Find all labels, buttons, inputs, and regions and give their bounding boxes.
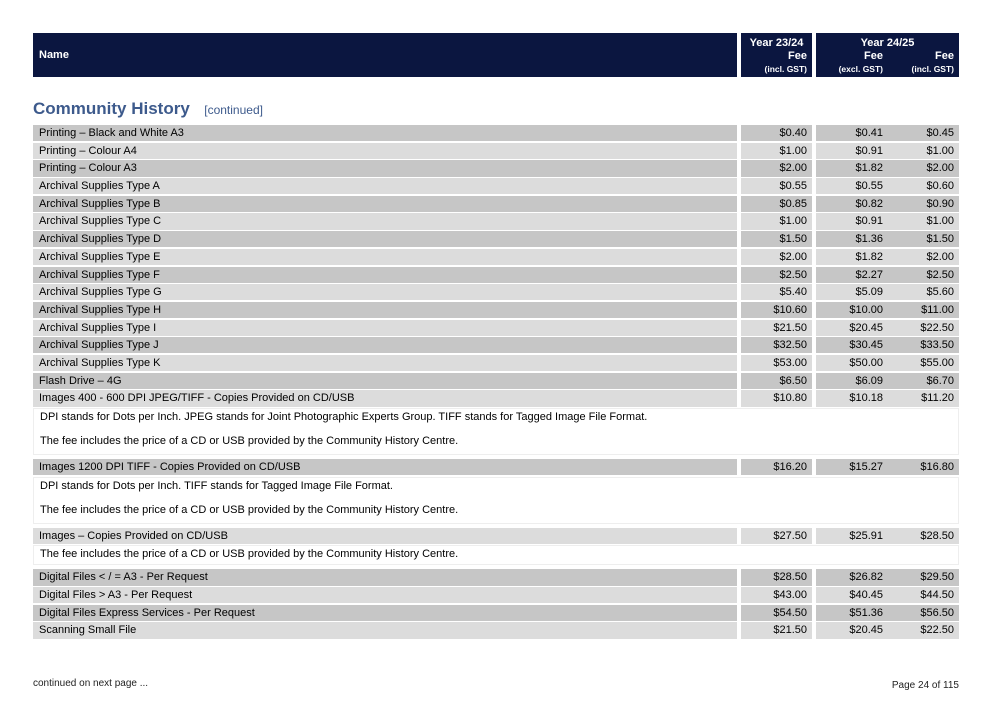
row-name: Digital Files Express Services - Per Request bbox=[33, 605, 737, 621]
note-line: DPI stands for Dots per Inch. TIFF stands for Tagged Image File Format. bbox=[40, 479, 393, 492]
table-row bbox=[33, 284, 959, 302]
row-fee-2324: $28.50 bbox=[741, 569, 812, 585]
row-fee-incl: $56.50 bbox=[920, 606, 954, 619]
row-fee-excl: $40.45 bbox=[849, 589, 883, 602]
row-fee-2324: $0.40 bbox=[741, 125, 812, 141]
table-row bbox=[33, 125, 959, 143]
header-year2-cell bbox=[816, 33, 959, 77]
row-fee-excl: $0.91 bbox=[855, 144, 883, 157]
row-name: Archival Supplies Type F bbox=[33, 267, 737, 283]
row-fee-2425 bbox=[816, 249, 959, 265]
row-fee-excl: $0.41 bbox=[855, 127, 883, 139]
row-fee-incl: $0.90 bbox=[926, 197, 954, 210]
table-header bbox=[33, 33, 959, 77]
row-fee-2425 bbox=[816, 622, 959, 638]
row-fee-incl: $0.60 bbox=[926, 180, 954, 193]
table-row bbox=[33, 337, 959, 355]
header-year1-fee: Fee bbox=[788, 50, 807, 62]
note-images-copies bbox=[33, 545, 959, 565]
header-year2-gst-excl: (excl. GST) bbox=[838, 64, 883, 74]
table-row bbox=[33, 355, 959, 373]
row-fee-2425 bbox=[816, 284, 959, 300]
row-name: Printing – Colour A4 bbox=[33, 143, 737, 159]
row-fee-incl: $44.50 bbox=[920, 589, 954, 602]
row-fee-incl: $5.60 bbox=[926, 286, 954, 299]
row-fee-incl: $6.70 bbox=[926, 374, 954, 387]
row-fee-excl: $1.36 bbox=[855, 233, 883, 246]
row-fee-incl: $2.50 bbox=[926, 268, 954, 281]
row-fee-2324: $21.50 bbox=[741, 320, 812, 336]
section-heading bbox=[33, 99, 263, 119]
row-fee-2324: $1.00 bbox=[741, 213, 812, 229]
row-name: Archival Supplies Type G bbox=[33, 284, 737, 300]
row-fee-2425 bbox=[816, 143, 959, 159]
row-fee-2324: $53.00 bbox=[741, 355, 812, 371]
table-row bbox=[33, 569, 959, 587]
table-row bbox=[33, 302, 959, 320]
row-fee-2425 bbox=[816, 196, 959, 212]
row-fee-incl: $28.50 bbox=[920, 529, 954, 542]
row-fee-excl: $1.82 bbox=[855, 250, 883, 263]
row-fee-2425 bbox=[816, 125, 959, 141]
row-name: Archival Supplies Type C bbox=[33, 213, 737, 229]
table-row bbox=[33, 160, 959, 178]
row-fee-2425 bbox=[816, 373, 959, 389]
row-name: Archival Supplies Type I bbox=[33, 320, 737, 336]
footer-continued: continued on next page ... bbox=[33, 678, 149, 689]
row-fee-excl: $30.45 bbox=[849, 339, 883, 352]
row-fee-2425 bbox=[816, 160, 959, 176]
row-fee-2425 bbox=[816, 213, 959, 229]
row-name: Archival Supplies Type J bbox=[33, 337, 737, 353]
fee-table bbox=[33, 125, 959, 640]
table-row bbox=[33, 587, 959, 605]
table-row bbox=[33, 605, 959, 623]
note-images-400-600 bbox=[33, 408, 959, 455]
row-fee-2425 bbox=[816, 320, 959, 336]
row-name: Archival Supplies Type A bbox=[33, 178, 737, 194]
section-title: Community History bbox=[33, 99, 190, 118]
row-name: Printing – Colour A3 bbox=[33, 160, 737, 176]
row-fee-incl: $16.80 bbox=[920, 461, 954, 473]
row-fee-2425 bbox=[816, 459, 959, 475]
table-row bbox=[33, 320, 959, 338]
row-fee-excl: $0.91 bbox=[855, 215, 883, 228]
header-name-cell bbox=[33, 33, 737, 77]
row-fee-incl: $33.50 bbox=[920, 339, 954, 352]
note-line: The fee includes the price of a CD or USB provided by the Community History Centre. bbox=[40, 548, 459, 561]
row-fee-excl: $0.82 bbox=[855, 197, 883, 210]
row-fee-excl: $10.18 bbox=[849, 392, 883, 405]
row-fee-excl: $5.09 bbox=[855, 286, 883, 299]
row-fee-2425 bbox=[816, 267, 959, 283]
table-row bbox=[33, 459, 959, 477]
row-fee-excl: $6.09 bbox=[855, 374, 883, 387]
row-fee-incl: $11.00 bbox=[921, 303, 954, 316]
row-fee-excl: $20.45 bbox=[849, 321, 883, 334]
header-name-label: Name bbox=[39, 49, 69, 61]
row-fee-2324: $0.85 bbox=[741, 196, 812, 212]
row-name: Digital Files > A3 - Per Request bbox=[33, 587, 737, 603]
row-fee-2425 bbox=[816, 569, 959, 585]
row-fee-excl: $2.27 bbox=[855, 268, 883, 281]
header-year2-fee-excl: Fee bbox=[864, 50, 883, 62]
table-row bbox=[33, 249, 959, 267]
note-line: DPI stands for Dots per Inch. JPEG stands for Joint Photographic Experts Group. TIFF stands for Tagged Image File Format. bbox=[40, 411, 648, 423]
row-name: Archival Supplies Type E bbox=[33, 249, 737, 265]
row-fee-2425 bbox=[816, 337, 959, 353]
table-row bbox=[33, 267, 959, 285]
row-fee-2425 bbox=[816, 355, 959, 371]
table-row bbox=[33, 196, 959, 214]
table-row bbox=[33, 390, 959, 408]
table-row bbox=[33, 622, 959, 640]
row-fee-2324: $16.20 bbox=[741, 459, 812, 475]
row-fee-excl: $25.91 bbox=[849, 529, 883, 542]
header-year1-cell bbox=[741, 33, 812, 77]
row-fee-excl: $15.27 bbox=[849, 461, 883, 473]
row-fee-2324: $2.00 bbox=[741, 249, 812, 265]
note-line: The fee includes the price of a CD or USB provided by the Community History Centre. bbox=[40, 435, 459, 447]
row-fee-incl: $1.00 bbox=[926, 144, 954, 157]
row-fee-2425 bbox=[816, 605, 959, 621]
row-fee-incl: $1.50 bbox=[926, 233, 954, 246]
row-fee-excl: $0.55 bbox=[855, 180, 883, 193]
row-name: Images 1200 DPI TIFF - Copies Provided on CD/USB bbox=[33, 459, 737, 475]
row-fee-excl: $51.36 bbox=[849, 606, 883, 619]
table-row bbox=[33, 213, 959, 231]
table-row bbox=[33, 143, 959, 161]
row-name: Archival Supplies Type D bbox=[33, 231, 737, 247]
row-fee-incl: $55.00 bbox=[920, 356, 954, 369]
row-name: Digital Files < / = A3 - Per Request bbox=[33, 569, 737, 585]
row-fee-2324: $2.50 bbox=[741, 267, 812, 283]
row-fee-2425 bbox=[816, 231, 959, 247]
row-fee-2324: $5.40 bbox=[741, 284, 812, 300]
note-images-1200 bbox=[33, 477, 959, 524]
row-fee-excl: $1.82 bbox=[855, 162, 883, 175]
table-row bbox=[33, 528, 959, 546]
table-row bbox=[33, 373, 959, 391]
row-fee-2324: $10.80 bbox=[741, 390, 812, 406]
row-name: Images – Copies Provided on CD/USB bbox=[33, 528, 737, 544]
row-name: Images 400 - 600 DPI JPEG/TIFF - Copies Provided on CD/USB bbox=[33, 390, 737, 406]
section-continued: [continued] bbox=[204, 103, 263, 117]
row-name: Archival Supplies Type H bbox=[33, 302, 737, 318]
row-fee-incl: $11.20 bbox=[921, 392, 954, 405]
row-name: Printing – Black and White A3 bbox=[33, 125, 737, 141]
row-fee-2324: $1.50 bbox=[741, 231, 812, 247]
row-name: Flash Drive – 4G bbox=[33, 373, 737, 389]
note-line: The fee includes the price of a CD or USB provided by the Community History Centre. bbox=[40, 503, 459, 516]
row-fee-2324: $43.00 bbox=[741, 587, 812, 603]
row-fee-incl: $22.50 bbox=[920, 624, 954, 637]
row-fee-incl: $0.45 bbox=[926, 127, 954, 139]
header-year2-gst-incl: (incl. GST) bbox=[911, 64, 954, 74]
row-fee-incl: $1.00 bbox=[926, 215, 954, 228]
row-fee-incl: $2.00 bbox=[926, 162, 954, 175]
row-fee-2324: $32.50 bbox=[741, 337, 812, 353]
table-row bbox=[33, 178, 959, 196]
row-name: Archival Supplies Type K bbox=[33, 355, 737, 371]
row-name: Scanning Small File bbox=[33, 622, 737, 638]
row-fee-2324: $27.50 bbox=[741, 528, 812, 544]
header-year2-label: Year 24/25 bbox=[860, 37, 915, 49]
row-fee-2324: $10.60 bbox=[741, 302, 812, 318]
table-row bbox=[33, 231, 959, 249]
row-name: Archival Supplies Type B bbox=[33, 196, 737, 212]
row-fee-2324: $1.00 bbox=[741, 143, 812, 159]
row-fee-2425 bbox=[816, 528, 959, 544]
row-fee-2425 bbox=[816, 587, 959, 603]
row-fee-incl: $22.50 bbox=[920, 321, 954, 334]
row-fee-2324: $21.50 bbox=[741, 622, 812, 638]
row-fee-incl: $29.50 bbox=[920, 571, 954, 584]
row-fee-excl: $26.82 bbox=[849, 571, 883, 584]
row-fee-2425 bbox=[816, 390, 959, 406]
row-fee-excl: $10.00 bbox=[849, 303, 883, 316]
header-year2-fee-incl: Fee bbox=[935, 50, 954, 62]
row-fee-2324: $54.50 bbox=[741, 605, 812, 621]
row-fee-excl: $50.00 bbox=[849, 356, 883, 369]
header-year1-label: Year 23/24 bbox=[749, 37, 804, 49]
row-fee-excl: $20.45 bbox=[849, 624, 883, 637]
row-fee-incl: $2.00 bbox=[926, 250, 954, 263]
header-year1-gst: (incl. GST) bbox=[764, 64, 807, 74]
row-fee-2324: $2.00 bbox=[741, 160, 812, 176]
row-fee-2324: $6.50 bbox=[741, 373, 812, 389]
row-fee-2425 bbox=[816, 178, 959, 194]
row-fee-2425 bbox=[816, 302, 959, 318]
row-fee-2324: $0.55 bbox=[741, 178, 812, 194]
page-number: Page 24 of 115 bbox=[891, 680, 959, 691]
